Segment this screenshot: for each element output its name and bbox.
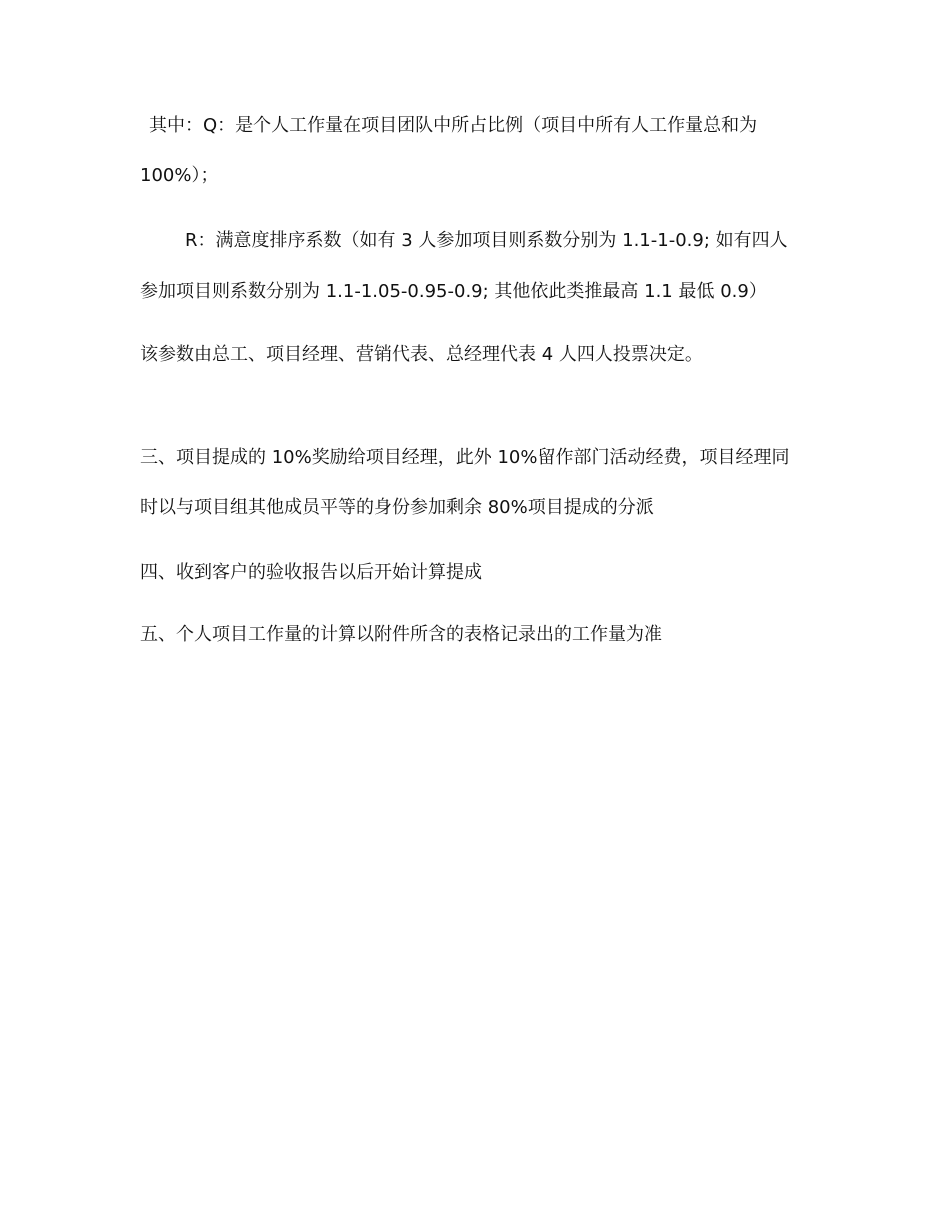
paragraph-line-section-three-cont: 时以与项目组其他成员平等的身份参加剩余 80%项目提成的分派 [140,497,654,518]
paragraph-line-q-definition: 其中：Q：是个人工作量在项目团队中所占比例（项目中所有人工作量总和为 [149,115,758,136]
paragraph-line-section-five: 五、个人项目工作量的计算以附件所含的表格记录出的工作量为准 [140,624,662,645]
paragraph-line-section-four: 四、收到客户的验收报告以后开始计算提成 [140,562,482,583]
paragraph-line-r-definition: R：满意度排序系数（如有 3 人参加项目则系数分别为 1.1-1-0.9; 如有四人 [185,230,788,251]
paragraph-line-vote-rule: 该参数由总工、项目经理、营销代表、总经理代表 4 人四人投票决定。 [140,344,703,365]
paragraph-line-section-three: 三、项目提成的 10%奖励给项目经理，此外 10%留作部门活动经费，项目经理同 [140,447,790,468]
paragraph-line-q-definition-end: 100%）； [140,165,219,186]
paragraph-line-r-definition-cont: 参加项目则系数分别为 1.1-1.05-0.95-0.9; 其他依此类推最高 1.1 最低 0.9） [140,281,767,302]
